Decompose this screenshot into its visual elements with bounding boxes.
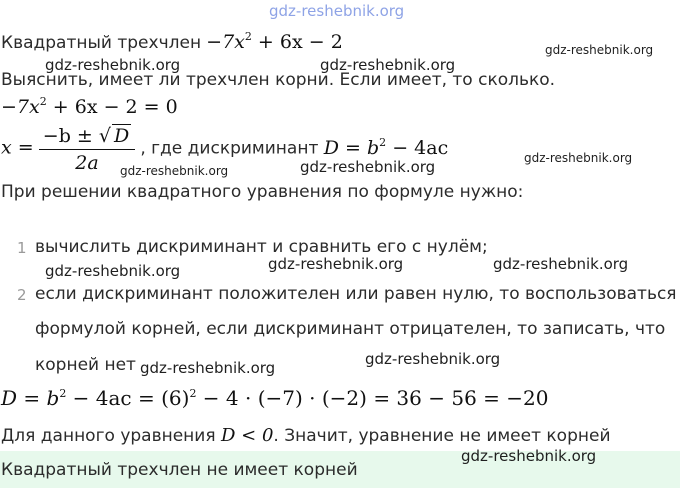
watermark: gdz-reshebnik.org [300, 158, 436, 176]
equation: $-7x^2 + 6x - 2 = 0$ [1, 95, 178, 118]
conclusion: Для данного уравнения D < 0. Значит, уравнение не имеет корней [1, 425, 611, 446]
step-number: 2 [17, 286, 27, 304]
formula-text: , где дискриминант [140, 138, 324, 159]
step-number: 1 [17, 239, 27, 257]
watermark: gdz-reshebnik.org [320, 56, 456, 74]
step-text-line: корней нет [35, 355, 136, 375]
discriminant-formula: $D = b^2 - 4ac$ [323, 135, 449, 159]
task-text: Выяснить, имеет ли трехчлен корни. Если имеет, то сколько. [1, 70, 556, 90]
watermark: gdz-reshebnik.org [524, 151, 633, 165]
watermark: gdz-reshebnik.org [365, 350, 501, 368]
watermark: gdz-reshebnik.org [493, 255, 629, 273]
problem-title [1, 31, 343, 53]
formula-x: x = [1, 136, 34, 159]
watermark: gdz-reshebnik.org [45, 262, 181, 280]
answer-text: Квадратный трехчлен не имеет корней [1, 460, 358, 480]
step-text-line: если дискриминант положителен или равен нулю, то воспользоваться [35, 284, 677, 304]
watermark-top: gdz-reshebnik.org [269, 2, 405, 20]
step-text: вычислить дискриминант и сравнить его с нулём; [35, 237, 488, 257]
intro-text: При решении квадратного уравнения по формуле нужно: [1, 182, 524, 202]
watermark: gdz-reshebnik.org [120, 164, 229, 178]
watermark: gdz-reshebnik.org [268, 255, 404, 273]
formula-fraction: $\frac{-b \pm √ D}{2a}$ [39, 124, 135, 174]
watermark: gdz-reshebnik.org [140, 359, 276, 377]
watermark: gdz-reshebnik.org [461, 447, 597, 465]
step-text-line: формулой корней, если дискриминант отрицателен, то записать, что [35, 319, 666, 339]
watermark: gdz-reshebnik.org [45, 56, 181, 74]
title-label: Квадратный трехчлен [1, 33, 202, 53]
title-expression: $-7x^2 + 6x - 2$ [206, 30, 343, 53]
discriminant-calculation: $D = b^2 - 4ac = (6)^2 - 4 \cdot (-7) \cdot (-2) = 36 - 56 = -20$ [1, 386, 549, 410]
watermark: gdz-reshebnik.org [545, 43, 654, 57]
